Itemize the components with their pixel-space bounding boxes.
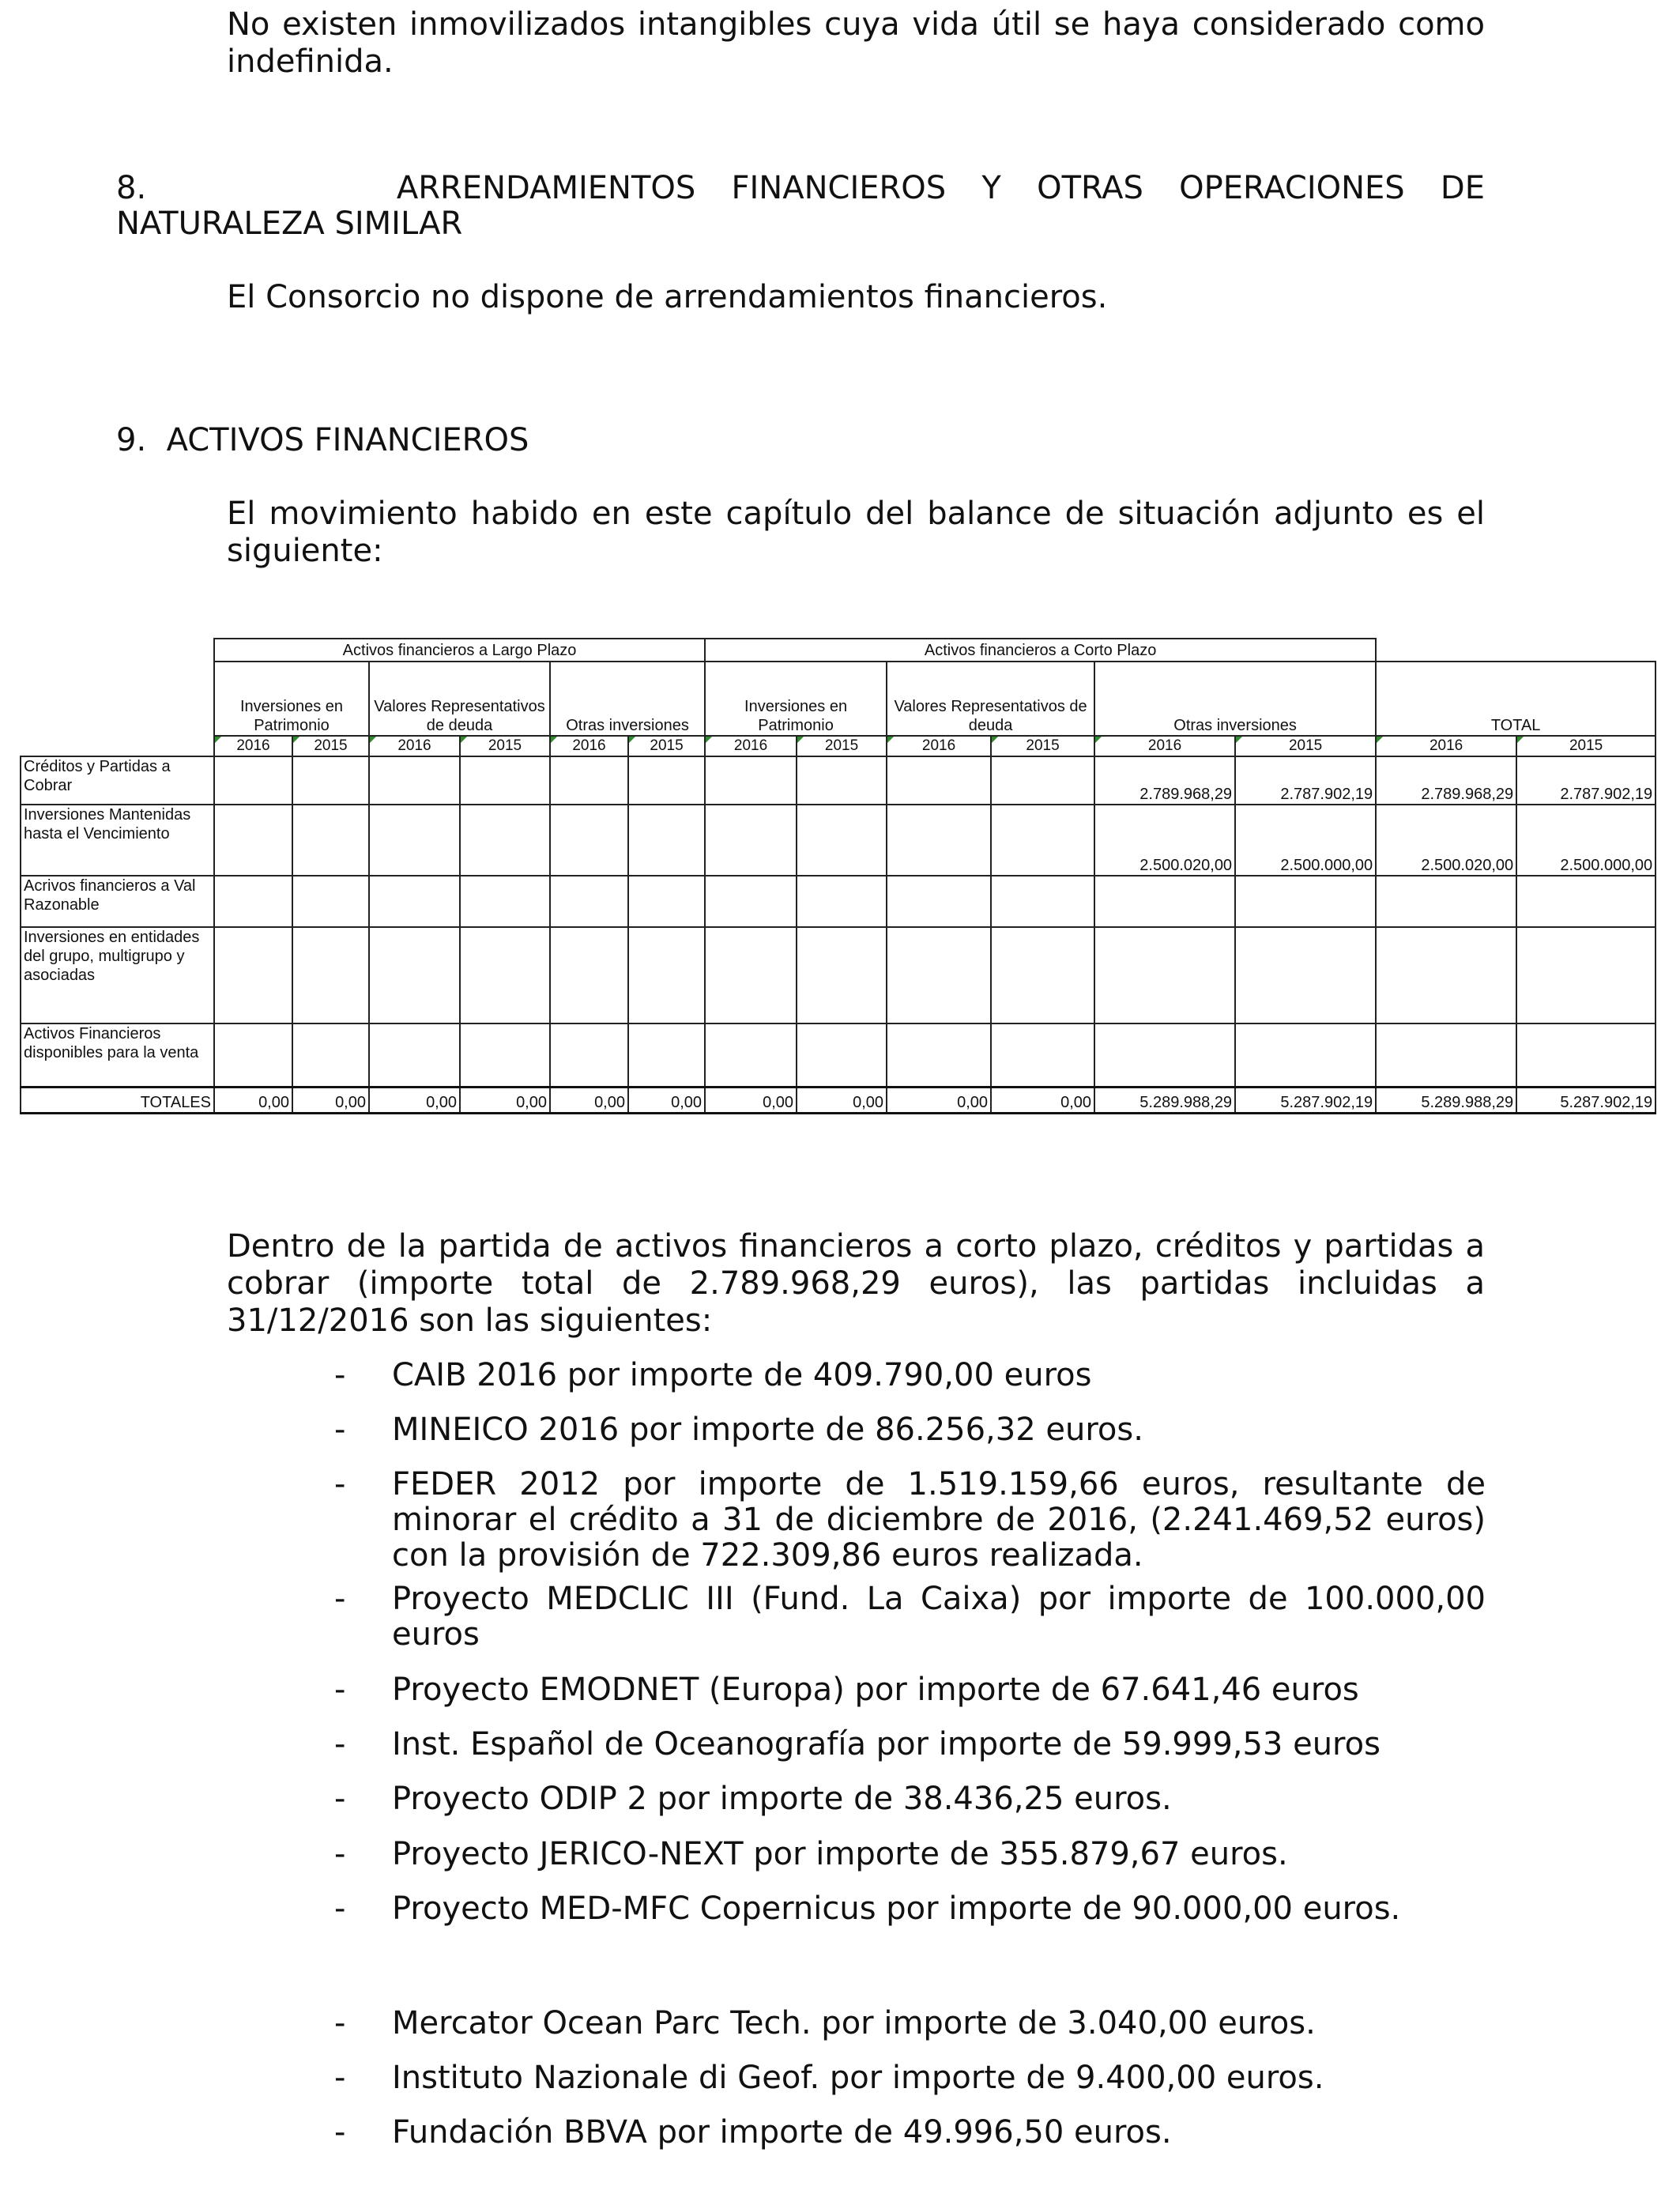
dash-bullet: - bbox=[334, 1726, 346, 1762]
col-inv-patrimonio-cp: Inversiones en Patrimonio bbox=[705, 662, 887, 736]
table-cell bbox=[1094, 876, 1235, 927]
list-item-text: Proyecto MED-MFC Copernicus por importe de 90.000,00 euros. bbox=[392, 1891, 1401, 1927]
totals-cell: 0,00 bbox=[797, 1087, 887, 1113]
table-row bbox=[21, 805, 1656, 876]
list-item-text: Proyecto ODIP 2 por importe de 38.436,25 euros. bbox=[392, 1781, 1172, 1817]
list-item bbox=[334, 1781, 1486, 1817]
list-item bbox=[334, 2060, 1486, 2096]
table-row bbox=[21, 876, 1656, 927]
list-item-text: Proyecto MEDCLIC III (Fund. La Caixa) por importe de 100.000,00 euros bbox=[392, 1581, 1486, 1653]
year-cell: 2015 bbox=[797, 736, 887, 756]
table-cell bbox=[797, 756, 887, 805]
column-header-row bbox=[21, 662, 1656, 736]
table-cell bbox=[460, 1023, 550, 1087]
table-cell bbox=[628, 1023, 705, 1087]
totals-cell: 5.287.902,19 bbox=[1516, 1087, 1656, 1113]
table-cell bbox=[705, 805, 797, 876]
year-header-row bbox=[21, 736, 1656, 756]
table-cell bbox=[214, 876, 292, 927]
year-cell: 2016 bbox=[887, 736, 991, 756]
dash-bullet: - bbox=[334, 1836, 346, 1872]
after-table-text: Dentro de la partida de activos financieros a corto plazo, créditos y partidas a cobrar (importe total de 2.789.968,29 euros), las partidas incluidas a 31/12/2016 son las siguientes: bbox=[227, 1228, 1485, 1339]
totals-label: TOTALES bbox=[21, 1087, 214, 1113]
table-cell bbox=[214, 805, 292, 876]
list-item bbox=[334, 2006, 1486, 2041]
dash-bullet: - bbox=[334, 1357, 346, 1393]
year-cell: 2015 bbox=[1235, 736, 1376, 756]
table-cell bbox=[550, 876, 628, 927]
table-cell bbox=[214, 927, 292, 1023]
list-item bbox=[334, 1891, 1486, 1927]
table-cell bbox=[550, 756, 628, 805]
totals-cell: 0,00 bbox=[292, 1087, 369, 1113]
table-cell bbox=[887, 805, 991, 876]
table-cell bbox=[1235, 1023, 1376, 1087]
list-item bbox=[334, 1467, 1486, 1574]
table-cell bbox=[991, 1023, 1094, 1087]
table-cell: 2.500.000,00 bbox=[1516, 805, 1656, 876]
table-cell bbox=[1376, 1023, 1516, 1087]
table-cell bbox=[214, 1023, 292, 1087]
table-row bbox=[21, 927, 1656, 1023]
year-cell: 2016 bbox=[1376, 736, 1516, 756]
year-cell: 2015 bbox=[460, 736, 550, 756]
col-inv-patrimonio-lp: Inversiones en Patrimonio bbox=[214, 662, 369, 736]
dash-bullet: - bbox=[334, 1891, 346, 1927]
year-cell: 2015 bbox=[628, 736, 705, 756]
table-cell bbox=[550, 927, 628, 1023]
table-cell bbox=[550, 1023, 628, 1087]
row-label: Acrivos financieros a Val Razonable bbox=[21, 876, 214, 927]
list-item bbox=[334, 1672, 1486, 1708]
table-cell bbox=[292, 805, 369, 876]
group-header-row bbox=[21, 639, 1656, 662]
list-item-text: Fundación BBVA por importe de 49.996,50 euros. bbox=[392, 2114, 1172, 2151]
table-cell bbox=[292, 756, 369, 805]
totals-cell: 0,00 bbox=[887, 1087, 991, 1113]
section-8-heading-line2: NATURALEZA SIMILAR bbox=[116, 205, 463, 242]
table-cell bbox=[887, 927, 991, 1023]
table-cell bbox=[797, 805, 887, 876]
year-cell: 2015 bbox=[991, 736, 1094, 756]
list-item bbox=[334, 2115, 1486, 2151]
table-cell bbox=[991, 876, 1094, 927]
list-item-text: Inst. Español de Oceanografía por importe de 59.999,53 euros bbox=[392, 1726, 1381, 1762]
dash-bullet: - bbox=[334, 1672, 346, 1708]
table-cell bbox=[628, 927, 705, 1023]
list-item bbox=[334, 1727, 1486, 1762]
row-label: Créditos y Partidas a Cobrar bbox=[21, 756, 214, 805]
year-cell: 2016 bbox=[369, 736, 460, 756]
table-cell bbox=[1376, 876, 1516, 927]
year-cell: 2016 bbox=[214, 736, 292, 756]
section-9-text: El movimiento habido en este capítulo del balance de situación adjunto es el siguiente: bbox=[227, 496, 1485, 569]
list-item bbox=[334, 1358, 1486, 1393]
table-cell bbox=[797, 1023, 887, 1087]
dash-bullet: - bbox=[334, 1581, 346, 1617]
list-item-text: Proyecto JERICO-NEXT por importe de 355.879,67 euros. bbox=[392, 1836, 1288, 1872]
table-cell bbox=[292, 927, 369, 1023]
totals-cell: 5.289.988,29 bbox=[1376, 1087, 1516, 1113]
col-otras-cp: Otras inversiones bbox=[1094, 662, 1376, 736]
dash-bullet: - bbox=[334, 1466, 346, 1502]
table-cell bbox=[1516, 1023, 1656, 1087]
year-cell: 2016 bbox=[1094, 736, 1235, 756]
table-cell: 2.787.902,19 bbox=[1235, 756, 1376, 805]
col-otras-lp: Otras inversiones bbox=[550, 662, 705, 736]
table-cell bbox=[797, 927, 887, 1023]
table-cell bbox=[991, 805, 1094, 876]
totals-cell: 0,00 bbox=[550, 1087, 628, 1113]
row-label: Inversiones en entidades del grupo, multigrupo y asociadas bbox=[21, 927, 214, 1023]
intro-paragraph: No existen inmovilizados intangibles cuya vida útil se haya considerado como indefinida. bbox=[227, 6, 1485, 80]
table-cell bbox=[460, 876, 550, 927]
col-total: TOTAL bbox=[1376, 662, 1656, 736]
totals-cell: 5.287.902,19 bbox=[1235, 1087, 1376, 1113]
table-cell: 2.789.968,29 bbox=[1094, 756, 1235, 805]
section-8-text: El Consorcio no dispone de arrendamientos financieros. bbox=[227, 279, 1108, 315]
list-item-text: CAIB 2016 por importe de 409.790,00 euros bbox=[392, 1357, 1092, 1393]
table-cell bbox=[887, 876, 991, 927]
table-cell bbox=[1235, 927, 1376, 1023]
section-8-heading-line1: 8. ARRENDAMIENTOS FINANCIEROS Y OTRAS OPERACIONES DE bbox=[116, 170, 1485, 206]
totals-row bbox=[21, 1087, 1656, 1113]
list-item-text: Instituto Nazionale di Geof. por importe de 9.400,00 euros. bbox=[392, 2060, 1324, 2096]
table-cell bbox=[369, 876, 460, 927]
table-cell bbox=[705, 927, 797, 1023]
col-valores-lp: Valores Representativos de deuda bbox=[369, 662, 550, 736]
year-cell: 2015 bbox=[292, 736, 369, 756]
table-cell: 2.500.020,00 bbox=[1094, 805, 1235, 876]
table-cell bbox=[1094, 927, 1235, 1023]
dash-bullet: - bbox=[334, 1781, 346, 1817]
table-cell: 2.787.902,19 bbox=[1516, 756, 1656, 805]
table-cell bbox=[369, 927, 460, 1023]
dash-bullet: - bbox=[334, 1412, 346, 1448]
table-cell bbox=[460, 805, 550, 876]
list-item-text: MINEICO 2016 por importe de 86.256,32 euros. bbox=[392, 1412, 1143, 1448]
table-row bbox=[21, 1023, 1656, 1087]
table-cell: 2.500.000,00 bbox=[1235, 805, 1376, 876]
table-cell bbox=[628, 876, 705, 927]
dash-bullet: - bbox=[334, 2114, 346, 2151]
section-9-heading: 9. ACTIVOS FINANCIEROS bbox=[116, 422, 529, 458]
totals-cell: 5.289.988,29 bbox=[1094, 1087, 1235, 1113]
totals-cell: 0,00 bbox=[628, 1087, 705, 1113]
table-cell bbox=[1235, 876, 1376, 927]
group-corto-plazo: Activos financieros a Corto Plazo bbox=[705, 639, 1376, 662]
totals-cell: 0,00 bbox=[460, 1087, 550, 1113]
year-cell: 2016 bbox=[550, 736, 628, 756]
activos-financieros-table bbox=[20, 638, 1656, 1114]
totals-cell: 0,00 bbox=[369, 1087, 460, 1113]
table-cell bbox=[705, 876, 797, 927]
list-item-text: Proyecto EMODNET (Europa) por importe de 67.641,46 euros bbox=[392, 1672, 1359, 1708]
dash-bullet: - bbox=[334, 2060, 346, 2096]
table-cell: 2.789.968,29 bbox=[1376, 756, 1516, 805]
table-cell bbox=[1376, 927, 1516, 1023]
totals-cell: 0,00 bbox=[214, 1087, 292, 1113]
table-cell bbox=[460, 756, 550, 805]
table-cell bbox=[460, 927, 550, 1023]
list-item bbox=[334, 1837, 1486, 1872]
year-cell: 2016 bbox=[705, 736, 797, 756]
table-cell: 2.500.020,00 bbox=[1376, 805, 1516, 876]
table-cell bbox=[550, 805, 628, 876]
table-cell bbox=[1516, 876, 1656, 927]
table-cell bbox=[797, 876, 887, 927]
list-item-text: Mercator Ocean Parc Tech. por importe de 3.040,00 euros. bbox=[392, 2005, 1316, 2041]
dash-bullet: - bbox=[334, 2005, 346, 2041]
table-cell bbox=[705, 756, 797, 805]
table-cell bbox=[628, 805, 705, 876]
totals-cell: 0,00 bbox=[991, 1087, 1094, 1113]
list-item-text: FEDER 2012 por importe de 1.519.159,66 euros, resultante de minorar el crédito a 31 de diciembre de 2016, (2.241.469,52 euros) con la provisión de 722.309,86 euros realizada. bbox=[392, 1466, 1486, 1574]
table-cell bbox=[887, 756, 991, 805]
row-label: Inversiones Mantenidas hasta el Vencimiento bbox=[21, 805, 214, 876]
table-cell bbox=[628, 756, 705, 805]
col-valores-cp: Valores Representativos de deuda bbox=[887, 662, 1094, 736]
table-cell bbox=[991, 927, 1094, 1023]
table-cell bbox=[705, 1023, 797, 1087]
row-label: Activos Financieros disponibles para la venta bbox=[21, 1023, 214, 1087]
list-item bbox=[334, 1581, 1486, 1653]
table-cell bbox=[369, 805, 460, 876]
table-cell bbox=[292, 1023, 369, 1087]
group-largo-plazo: Activos financieros a Largo Plazo bbox=[214, 639, 705, 662]
table-cell bbox=[1094, 1023, 1235, 1087]
table-cell bbox=[292, 876, 369, 927]
table-cell bbox=[369, 1023, 460, 1087]
table-cell bbox=[1516, 927, 1656, 1023]
table-cell bbox=[887, 1023, 991, 1087]
table-row bbox=[21, 756, 1656, 805]
table-cell bbox=[369, 756, 460, 805]
table-cell bbox=[214, 756, 292, 805]
year-cell: 2015 bbox=[1516, 736, 1656, 756]
list-item bbox=[334, 1412, 1486, 1448]
table-cell bbox=[991, 756, 1094, 805]
totals-cell: 0,00 bbox=[705, 1087, 797, 1113]
